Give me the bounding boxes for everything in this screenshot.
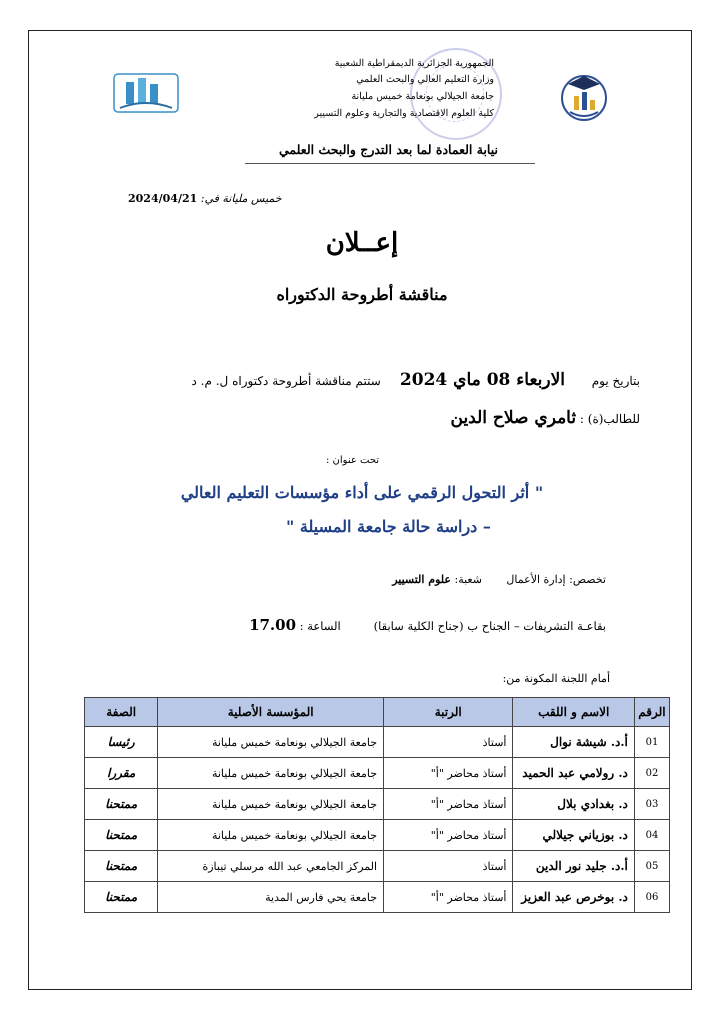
under-title-label: تحت عنوان : (326, 455, 380, 466)
page-title: إعــلان (325, 228, 399, 258)
table-row (85, 789, 670, 820)
row-role: ممتحنا (85, 882, 158, 913)
specialty-label: تخصص: (569, 573, 606, 586)
row-number: 02 (634, 758, 669, 789)
jury-table-header (85, 698, 670, 727)
issue-date (128, 192, 282, 205)
row-rank: أستاذ محاضر "أ" (384, 789, 513, 820)
row-role: ممتحنا (85, 851, 158, 882)
header-name: الاسم و اللقب (513, 698, 634, 727)
row-number: 06 (634, 882, 669, 913)
row-institution: جامعة الجيلالي بونعامة خميس مليانة (158, 758, 384, 789)
row-role: ممتحنا (85, 820, 158, 851)
header-number: الرقم (634, 698, 669, 727)
student-name: ثامري صلاح الدين (450, 408, 577, 428)
row-rank: أستاذ (384, 727, 513, 758)
student-line (451, 408, 641, 428)
row-number: 05 (634, 851, 669, 882)
row-number: 01 (634, 727, 669, 758)
table-row (85, 882, 670, 913)
defense-date-line (192, 370, 640, 390)
branch-value: علوم التسيير (392, 573, 451, 586)
header-republic: الجمهورية الجزائرية الديمقراطية الشعبية (334, 58, 494, 69)
header-rank: الرتبة (384, 698, 513, 727)
row-name: أ.د. شيشة نوال (513, 727, 634, 758)
row-institution: جامعة الجيلالي بونعامة خميس مليانة (158, 789, 384, 820)
row-role: رئيسا (85, 727, 158, 758)
hall-value: بقاعـة التشريفات – الجناح ب (جناح الكلية سابقا) (373, 619, 606, 633)
row-institution: المركز الجامعي عبد الله مرسلي تيبازة (158, 851, 384, 882)
branch-label: شعبة: (454, 573, 482, 586)
header-university: جامعة الجيلالي بونعامة خميس مليانة (351, 91, 494, 102)
row-name: د. رولامي عبد الحميد (513, 758, 634, 789)
thesis-title-line-2: – دراسة حالة جامعة المسيلة " (286, 517, 491, 536)
faculty-logo-right-icon (556, 66, 612, 126)
row-institution: جامعة الجيلالي بونعامة خميس مليانة (158, 820, 384, 851)
time-value: 17.00 (249, 616, 297, 634)
row-role: مقررا (85, 758, 158, 789)
date-value: 2024/04/21 (128, 192, 198, 205)
table-row (85, 727, 670, 758)
row-name: أ.د. جليد نور الدين (513, 851, 634, 882)
time-label: الساعة : (299, 619, 341, 633)
header-role: الصفة (85, 698, 158, 727)
date-label: خميس مليانة في: (200, 192, 282, 205)
row-name: د. بوخرص عبد العزيز (513, 882, 634, 913)
row-number: 03 (634, 789, 669, 820)
defense-day-date: الاربعاء 08 ماي 2024 (399, 370, 566, 390)
specialty-line (392, 573, 606, 586)
table-row (85, 820, 670, 851)
row-number: 04 (634, 820, 669, 851)
row-institution: جامعة يحي فارس المدية (158, 882, 384, 913)
header-ministry: وزارة التعليم العالي والبحث العلمي (356, 74, 494, 85)
row-name: د. بوزياني جيلالي (513, 820, 634, 851)
row-rank: أستاذ محاضر "أ" (384, 820, 513, 851)
row-name: د. بغدادي بلال (513, 789, 634, 820)
page-subtitle: مناقشة أطروحة الدكتوراه (276, 285, 448, 304)
row-rank: أستاذ محاضر "أ" (384, 882, 513, 913)
row-institution: جامعة الجيلالي بونعامة خميس مليانة (158, 727, 384, 758)
row-rank: أستاذ (384, 851, 513, 882)
table-row (85, 851, 670, 882)
row-role: ممتحنا (85, 789, 158, 820)
header-institution: المؤسسة الأصلية (158, 698, 384, 727)
defense-text: ستتم مناقشة أطروحة دكتوراه ل. م. د (191, 374, 381, 388)
jury-table (84, 697, 670, 913)
date-prefix: بتاريخ يوم (591, 374, 640, 388)
specialty-value: إدارة الأعمال (506, 573, 566, 586)
committee-label: أمام اللجنة المكونة من: (502, 672, 610, 685)
hall-line (249, 616, 606, 634)
table-row (85, 758, 670, 789)
header-rule (245, 163, 535, 164)
university-logo-left-icon (112, 70, 180, 116)
vice-deanship: نيابة العمادة لما بعد التدرج والبحث العلمي (279, 142, 498, 157)
header-faculty: كلية العلوم الاقتصادية والتجارية وعلوم التسيير (314, 108, 494, 119)
row-rank: أستاذ محاضر "أ" (384, 758, 513, 789)
thesis-title-line-1: " أثر التحول الرقمي على أداء مؤسسات التعليم العالي (180, 483, 544, 502)
student-label: للطالب(ة) : (579, 412, 640, 426)
